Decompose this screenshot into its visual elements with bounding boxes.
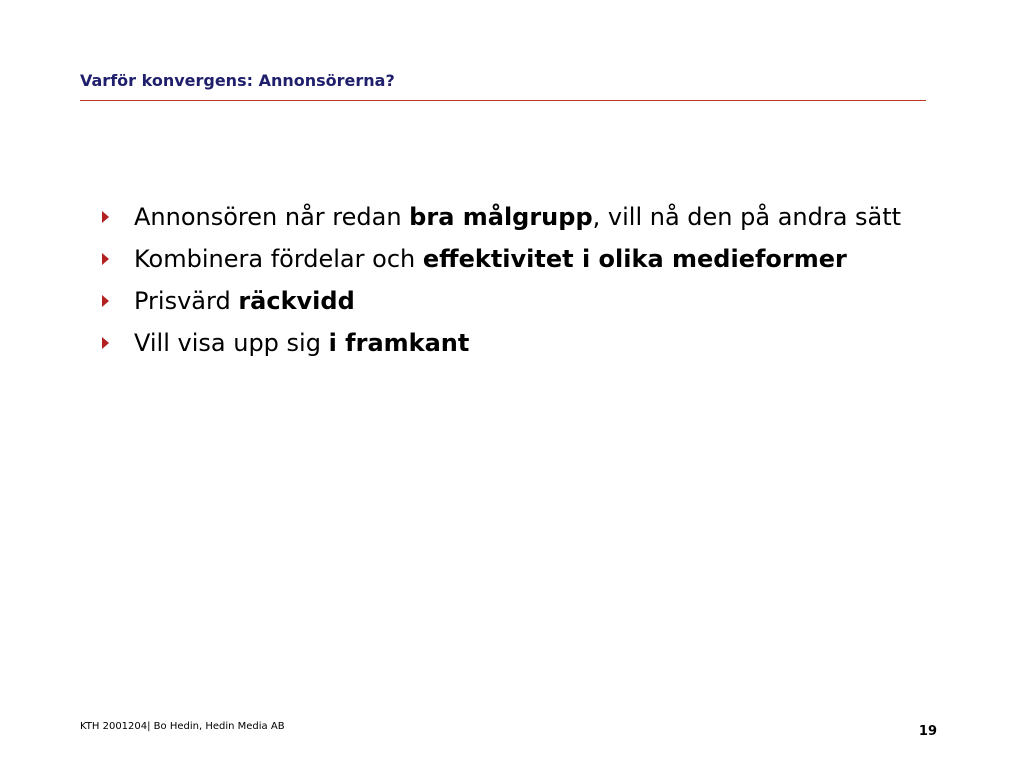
bullet-text-bold: i framkant [328,329,470,357]
bullet-item [98,286,908,316]
bullet-text-regular: Vill visa upp sig [134,329,329,357]
page-number: 19 [918,724,937,739]
bullet-text-bold: effektivitet i olika medieformer [422,245,847,273]
bullet-item [98,328,908,358]
bullet-text-regular: , vill nå den på andra sätt [592,203,902,231]
bullet-list [98,202,908,370]
slide-title: Varför konvergens: Annonsörerna? [80,71,395,90]
triangle-bullet-icon [102,337,109,349]
bullet-text-regular: Kombinera fördelar och [134,245,423,273]
bullet-item [98,244,908,274]
footer-credit: KTH 2001204| Bo Hedin, Hedin Media AB [80,721,285,732]
bullet-item [98,202,908,232]
bullet-text-regular: Annonsören når redan [134,203,410,231]
triangle-bullet-icon [102,211,109,223]
title-divider [80,100,926,101]
bullet-text-bold: bra målgrupp [409,203,593,231]
bullet-text-regular: Prisvärd [134,287,239,315]
triangle-bullet-icon [102,253,109,265]
triangle-bullet-icon [102,295,109,307]
bullet-text-bold: räckvidd [238,287,355,315]
